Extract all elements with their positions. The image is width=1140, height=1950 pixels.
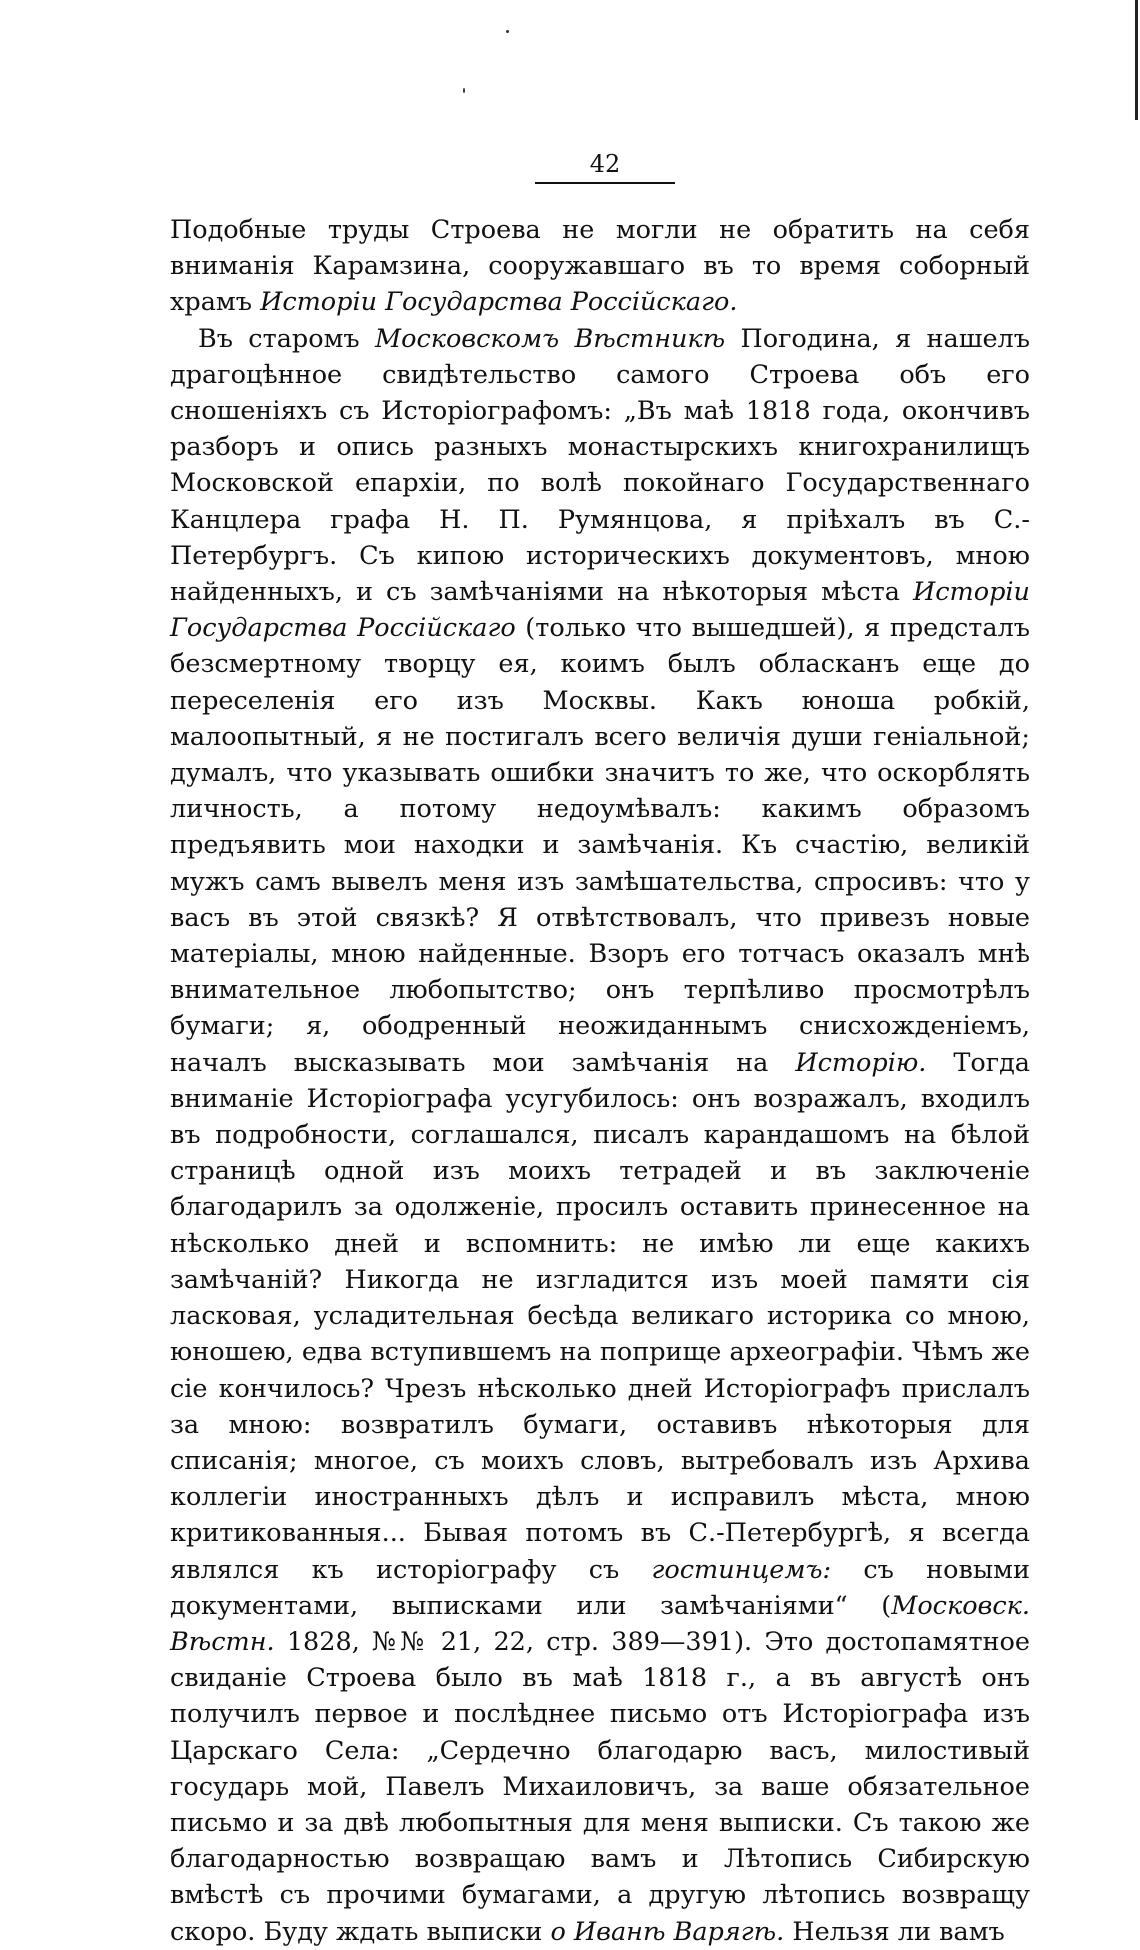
page-number: 42 [589,150,621,178]
text-run: съ новыми документами, выписками или замѣчаніями“ ( [170,1554,1030,1621]
italic-citation: Московск. Вѣстн. [170,1590,1030,1657]
text-run: Нельзя ли вамъ [784,1916,1005,1947]
paragraph-1 [170,212,1030,321]
scan-edge-line [1135,0,1138,120]
italic-title: Московскомъ Вѣстникѣ [374,323,726,354]
page-number-rule [535,182,675,184]
text-run: Подобные труды Строева не могли не обратить на себя вниманія Карамзина, сооружавшаго въ то время соборный храмъ [170,215,1030,318]
text-run: (только что вышедшей), я предсталъ безсмертному творцу ея, коимъ былъ обласканъ еще до переселенія его изъ Москвы. Какъ юноша робкій, малоопытный, я не постигалъ всего величія души геніальной; думалъ, что указывать ошибки значитъ то же, что оскорблять личность, а потому недоумѣвалъ: какимъ образомъ предъявить мои находки и замѣчанія. Къ счастію, великій мужъ самъ вывелъ меня изъ замѣшательства, спросивъ: что у васъ въ этой связкѣ? Я отвѣтствовалъ, что привезъ новые матеріалы, мною найденные. Взоръ его тотчасъ оказалъ мнѣ внимательное любопытство; онъ терпѣливо просмотрѣлъ бумаги; я, ободренный неожиданнымъ снисхожденіемъ, началъ высказывать мои замѣчанія на [170,613,1030,1078]
body-text [170,212,1030,1950]
italic-title: Исторіи Государства Россійскаго [170,577,1030,644]
italic-word: гостинцемъ: [651,1554,832,1585]
scan-speck [506,30,509,33]
italic-title: о Иванѣ Варягѣ. [550,1916,785,1947]
text-run: Тогда вниманіе Исторіографа усугубилось: онъ возражалъ, входилъ въ подробности, соглашался, писалъ карандашомъ на бѣлой страницѣ одной изъ моихъ тетрадей и въ заключеніе благодарилъ за одолженіе, просилъ оставить принесенное на нѣсколько дней и вспомнить: не имѣю ли еще какихъ замѣчаній? Никогда не изгладится изъ моей памяти сія ласковая, усладительная бесѣда великаго историка со мною, юношею, едва вступившемъ на поприще археографіи. Чѣмъ же сіе кончилось? Чрезъ нѣсколько дней Исторіографъ прислалъ за мною: возвратилъ бумаги, оставивъ нѣкоторыя для списанія; многое, съ моихъ словъ, вытребовалъ изъ Архива коллегіи иностранныхъ дѣлъ и исправилъ мѣста, мною критикованныя... Бывая потомъ въ С.-Петербургѣ, я всегда являлся къ исторіографу съ [170,1047,1031,1585]
italic-title: Исторію. [795,1047,927,1078]
scan-speck [463,88,465,93]
text-run: Погодина, я нашелъ драгоцѣнное свидѣтельство самого Строева объ его сношеніяхъ съ Исторіографомъ: „Въ маѣ 1818 года, окончивъ разборъ и опись разныхъ монастырскихъ книгохранилищъ Московской епархіи, по волѣ покойнаго Государственнаго Канцлера графа Н. П. Румянцова, я пріѣхалъ въ С.-Петербургъ. Съ кипою историческихъ документовъ, мною найденныхъ, и съ замѣчаніями на нѣкоторыя мѣста [170,323,1030,608]
paragraph-2 [170,321,1030,1950]
italic-title: Исторіи Государства Россійскаго. [260,287,738,318]
text-run: 1828, №№ 21, 22, стр. 389—391). Это достопамятное свиданіе Строева было въ маѣ 1818 г., а въ августѣ онъ получилъ первое и послѣднее письмо отъ Исторіографа изъ Царскаго Села: „Сердечно благодарю васъ, милостивый государь мой, Павелъ Михаиловичъ, за ваше обязательное письмо и за двѣ любопытныя для меня выписки. Съ такою же благодарностью возвращаю вамъ и Лѣтопись Сибирскую вмѣстѣ съ прочими бумагами, а другую лѣтопись возвращу скоро. Буду ждать выписки [170,1626,1030,1947]
text-run: Въ старомъ [198,323,375,354]
